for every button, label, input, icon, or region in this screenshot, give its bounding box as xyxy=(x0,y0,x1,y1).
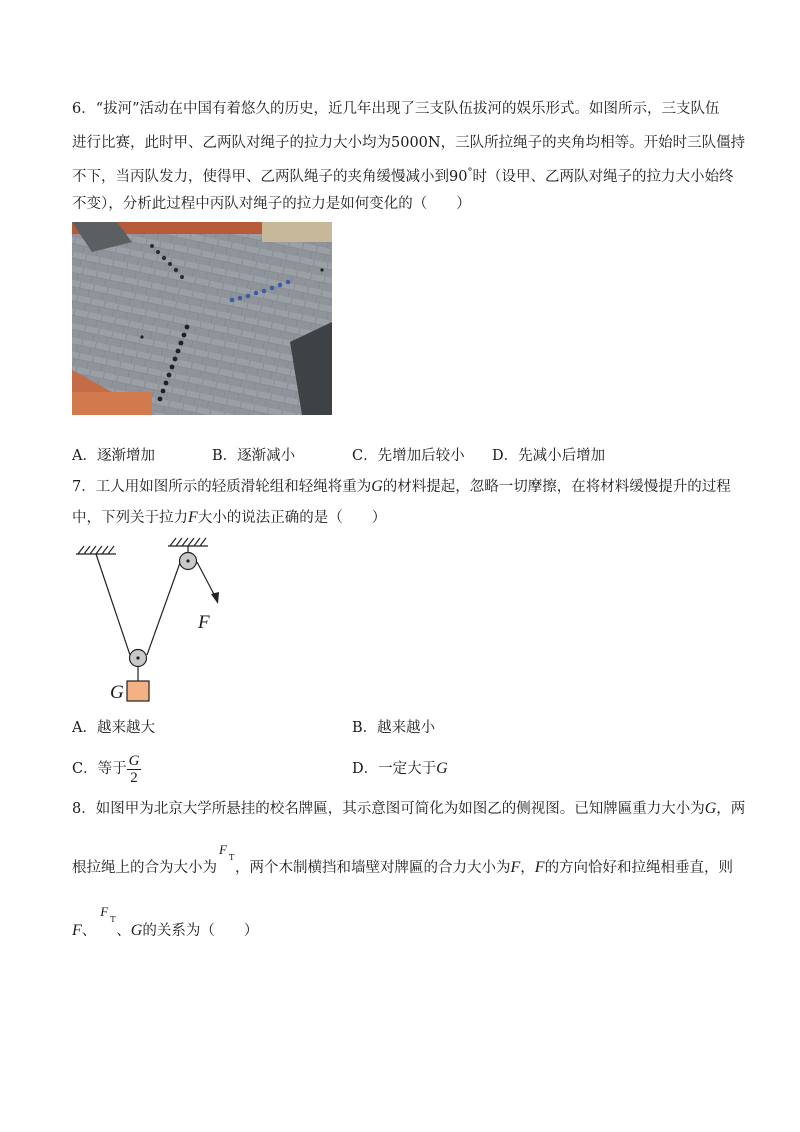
aerial-plaza-image xyxy=(72,222,332,415)
degree-sign: ° xyxy=(467,167,473,178)
q7-option-d xyxy=(352,759,448,779)
q6-option-a: A．逐渐增加 xyxy=(72,448,155,464)
q8-var-g: G xyxy=(704,800,717,817)
q7-var-g: G xyxy=(371,478,383,495)
fraction-g-over-2: $\frac{G}{2}$ xyxy=(128,752,140,786)
q8-ft-symbol-2: F T xyxy=(100,904,116,924)
q6-option-d: D．先减小后增加 xyxy=(492,448,606,464)
q8-var-f-2: F xyxy=(534,859,545,876)
q8-line-2a: 根拉绳上的合为大小为 xyxy=(72,860,217,876)
q7-line-2a: 中，下列关于拉力 xyxy=(72,510,188,526)
q8-var-f-1: F xyxy=(510,859,521,876)
q8-var-f-3: F xyxy=(72,922,82,939)
load-block xyxy=(127,681,149,701)
q6-line-3 xyxy=(72,163,733,187)
q7-line-1a: 7．工人用如图所示的轻质滑轮组和轻绳将重为 xyxy=(72,479,372,495)
q7-line-2b: 大小的说法正确的是（ ） xyxy=(197,510,387,526)
q6-option-b: B．逐渐减小 xyxy=(212,448,296,464)
tug-of-war-photo xyxy=(72,222,332,415)
q8-line-2b: ，两个木制横挡和墙壁对牌匾的合力大小为 xyxy=(235,860,511,876)
q7-option-d-prefix: D．一定大于 xyxy=(352,761,437,777)
q6-line-1: 6．“拔河”活动在中国有着悠久的历史，近几年出现了三支队伍拔河的娱乐形式。如图所示，三支队伍 xyxy=(72,101,720,117)
q7-option-b: B．越来越小 xyxy=(352,720,436,736)
diagram-label-f: F xyxy=(198,612,210,633)
q8-line-2: 根拉绳上的合为大小为 F T ，两个木制横挡和墙壁对牌匾的合力大小为F，F的方向恰好和拉绳相垂直，则 xyxy=(72,842,734,876)
q7-var-f: F xyxy=(188,509,198,526)
q7-line-1b: 的材料提起，忽略一切摩擦，在将材料缓慢提升的过程 xyxy=(382,479,731,495)
arrow-head-icon xyxy=(211,592,219,604)
q7-option-c xyxy=(72,750,141,788)
q6-line-4: 不变），分析此过程中丙队对绳子的拉力是如何变化的（ ） xyxy=(72,196,471,212)
q8-line-3c: 的关系为（ ） xyxy=(142,923,259,939)
q8-var-g-2: G xyxy=(130,922,143,939)
q8-line-1b: ，两 xyxy=(716,801,746,817)
q8-line-1 xyxy=(72,799,745,819)
q7-option-c-prefix: C．等于 xyxy=(72,761,127,777)
q6-line-3a: 不下，当丙队发力，使得甲、乙两队绳子的夹角缓慢减小到90 xyxy=(72,168,468,185)
q7-line-1 xyxy=(72,477,731,497)
q8-line-3: F、 F T 、G的关系为（ ） xyxy=(72,904,259,939)
q8-line-1a: 8．如图甲为北京大学所悬挂的校名牌匾，其示意图可简化为如图乙的侧视图。已知牌匾重力大小为 xyxy=(72,801,705,817)
q6-line-2: 进行比赛，此时甲、乙两队对绳子的拉力大小均为5000N，三队所拉绳子的夹角均相等。开始时三队僵持 xyxy=(72,135,746,151)
pulley-diagram xyxy=(70,530,240,710)
q8-line-2d: 的方向恰好和拉绳相垂直，则 xyxy=(544,860,734,876)
q8-ft-symbol: F T xyxy=(219,842,235,862)
q6-option-c: C．先增加后较小 xyxy=(352,448,465,464)
q7-option-d-var: G xyxy=(436,760,448,777)
q6-line-3b: 时（设甲、乙两队对绳子的拉力大小始终 xyxy=(472,168,734,185)
q7-option-a: A．越来越大 xyxy=(72,720,155,736)
diagram-label-g: G xyxy=(110,682,124,703)
q7-line-2 xyxy=(72,508,386,528)
